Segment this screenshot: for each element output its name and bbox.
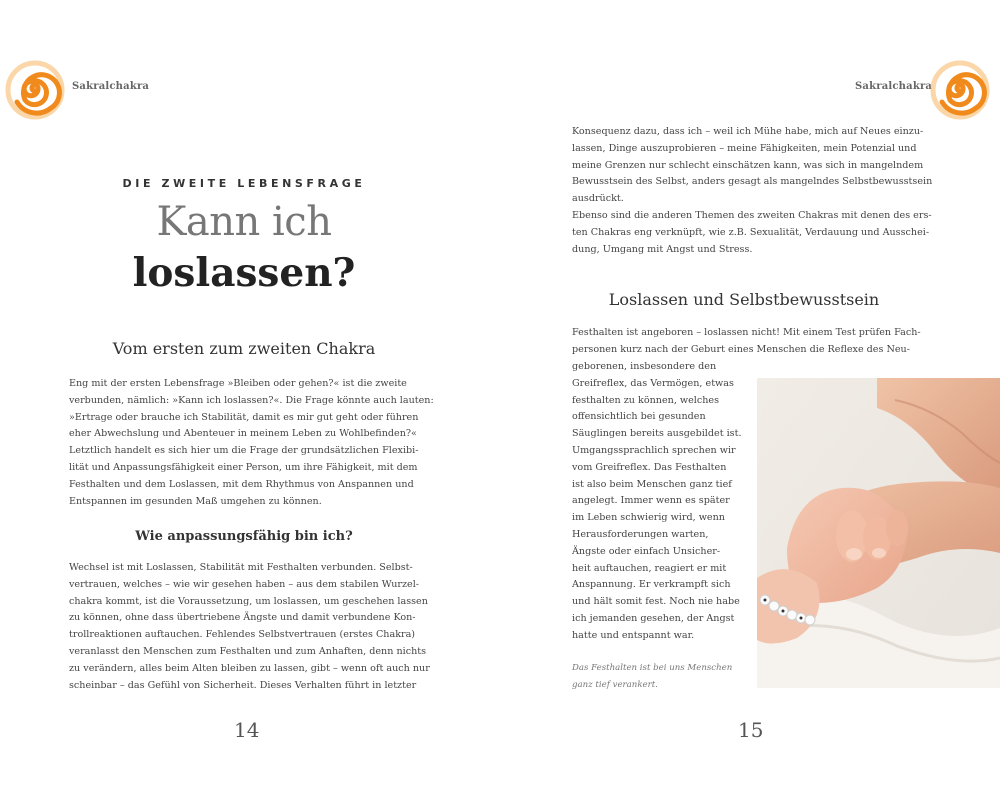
photo-caption bbox=[572, 660, 732, 694]
right-paragraph-1 bbox=[572, 124, 932, 258]
right-paragraph-2-wide bbox=[572, 325, 921, 359]
text-line: personen kurz nach der Geburt eines Menschen die Reflexe des Neu- bbox=[572, 343, 910, 355]
text-line: scheinbar – das Gefühl von Sicherheit. Dieses Verhalten führt in letzter bbox=[69, 679, 417, 691]
caption-line: ganz tief verankert. bbox=[572, 680, 658, 690]
text-line: Wechsel ist mit Loslassen, Stabilität mit Festhalten verbunden. Selbst- bbox=[69, 562, 413, 573]
chapter-title-line2: loslassen? bbox=[132, 250, 356, 296]
text-line: geborenen, insbesondere den bbox=[572, 361, 717, 372]
text-line: heit auftauchen, reagiert er mit bbox=[572, 562, 727, 574]
text-line: Letztlich handelt es sich hier um die Frage der grundsätzlichen Flexibi- bbox=[69, 445, 419, 457]
sacral-spiral-logo-icon bbox=[928, 58, 992, 122]
text-line: zu können, ohne dass übertriebene Ängste und damit verbundene Kon- bbox=[69, 612, 416, 624]
chapter-title-line1: Kann ich bbox=[156, 199, 332, 245]
text-line: offensichtlich bei gesunden bbox=[572, 411, 706, 423]
text-line: Konsequenz dazu, dass ich – weil ich Mühe habe, mich auf Neues einzu- bbox=[572, 126, 924, 137]
text-line: eher Abwechslung und Abenteuer in meinem Leben zu Wohlbefinden?« bbox=[69, 428, 417, 440]
text-line: Festhalten ist angeboren – loslassen nicht! Mit einem Test prüfen Fach- bbox=[572, 327, 921, 338]
text-line: Bewusstsein des Selbst, anders gesagt als mangelndes Selbstbewusstsein bbox=[572, 176, 933, 188]
text-line: Ebenso sind die anderen Themen des zweiten Chakras mit denen des ers- bbox=[572, 209, 932, 221]
text-line: meine Grenzen nur schlecht einschätzen kann, was sich in mangelndem bbox=[572, 159, 924, 171]
text-line: ausdrückt. bbox=[572, 193, 624, 205]
text-line: Herausforderungen warten, bbox=[572, 528, 709, 540]
text-line: ist also beim Menschen ganz tief bbox=[572, 478, 732, 490]
page-number-left: 14 bbox=[234, 718, 260, 742]
text-line: festhalten zu können, welches bbox=[572, 394, 720, 406]
text-line: im Leben schwierig wird, wenn bbox=[572, 512, 725, 524]
text-line: angelegt. Immer wenn es später bbox=[572, 495, 730, 507]
text-line: ich jemanden gesehen, der Angst bbox=[572, 612, 735, 624]
chapter-kicker: DIE ZWEITE LEBENSFRAGE bbox=[122, 177, 366, 190]
text-line: Greifreflex, das Vermögen, etwas bbox=[572, 377, 734, 389]
text-line: »Ertrage oder brauche ich Stabilität, damit es mir gut geht oder führen bbox=[69, 411, 419, 423]
text-line: Eng mit der ersten Lebensfrage »Bleiben oder gehen?« ist die zweite bbox=[69, 378, 407, 389]
text-line: Anspannung. Er verkrampft sich bbox=[572, 579, 731, 591]
section-heading-chakra: Vom ersten zum zweiten Chakra bbox=[112, 339, 376, 358]
text-line: vertrauen, welches – wie wir gesehen haben – aus dem stabilen Wurzel- bbox=[69, 578, 420, 590]
text-line: verbunden, nämlich: »Kann ich loslassen?«. Die Frage könnte auch lauten: bbox=[69, 394, 434, 406]
caption-line: Das Festhalten ist bei uns Menschen bbox=[572, 663, 733, 673]
text-line: hatte und entspannt war. bbox=[572, 629, 695, 641]
baby-hand-photo bbox=[757, 378, 1000, 688]
text-line: zu verändern, alles beim Alten bleiben zu lassen, gibt – wenn oft auch nur bbox=[69, 662, 430, 674]
text-line: und hält somit fest. Noch nie habe bbox=[572, 596, 740, 608]
text-line: vom Greifreflex. Das Festhalten bbox=[572, 461, 727, 473]
text-line: lassen, Dinge auszuprobieren – meine Fähigkeiten, mein Potenzial und bbox=[572, 142, 917, 154]
left-paragraph-2 bbox=[69, 560, 430, 694]
text-line: Entspannen im gesunden Maß umgehen zu können. bbox=[69, 495, 322, 507]
text-line: ten Chakras eng verknüpft, wie z.B. Sexualität, Verdauung und Ausschei- bbox=[572, 226, 930, 238]
section-heading-adaptability: Wie anpassungsfähig bin ich? bbox=[135, 529, 353, 544]
sacral-spiral-logo-icon bbox=[3, 58, 67, 122]
text-line: lität und Anpassungsfähigkeit einer Person, um ihre Fähigkeit, mit dem bbox=[69, 461, 418, 473]
page-number-right: 15 bbox=[738, 718, 764, 742]
text-line: Umgangssprachlich sprechen wir bbox=[572, 444, 736, 456]
right-paragraph-2-narrow bbox=[572, 359, 742, 645]
left-paragraph-1 bbox=[69, 376, 434, 510]
text-line: trollreaktionen auftauchen. Fehlendes Selbstvertrauen (erstes Chakra) bbox=[69, 629, 416, 641]
section-heading-selfawareness: Loslassen und Selbstbewusstsein bbox=[608, 290, 880, 309]
text-line: Festhalten und dem Loslassen, mit dem Rhythmus von Anspannen und bbox=[69, 478, 414, 490]
text-line: dung, Umgang mit Angst und Stress. bbox=[572, 243, 753, 255]
running-head-right: Sakralchakra bbox=[855, 81, 933, 92]
running-head-left: Sakralchakra bbox=[72, 81, 150, 92]
text-line: chakra kommt, ist die Voraussetzung, um loslassen, um geschehen lassen bbox=[69, 595, 428, 607]
text-line: Ängste oder einfach Unsicher- bbox=[572, 545, 721, 557]
text-line: veranlasst den Menschen zum Festhalten und zum Anhaften, denn nichts bbox=[69, 645, 427, 657]
text-line: Säuglingen bereits ausgebildet ist. bbox=[572, 428, 742, 440]
